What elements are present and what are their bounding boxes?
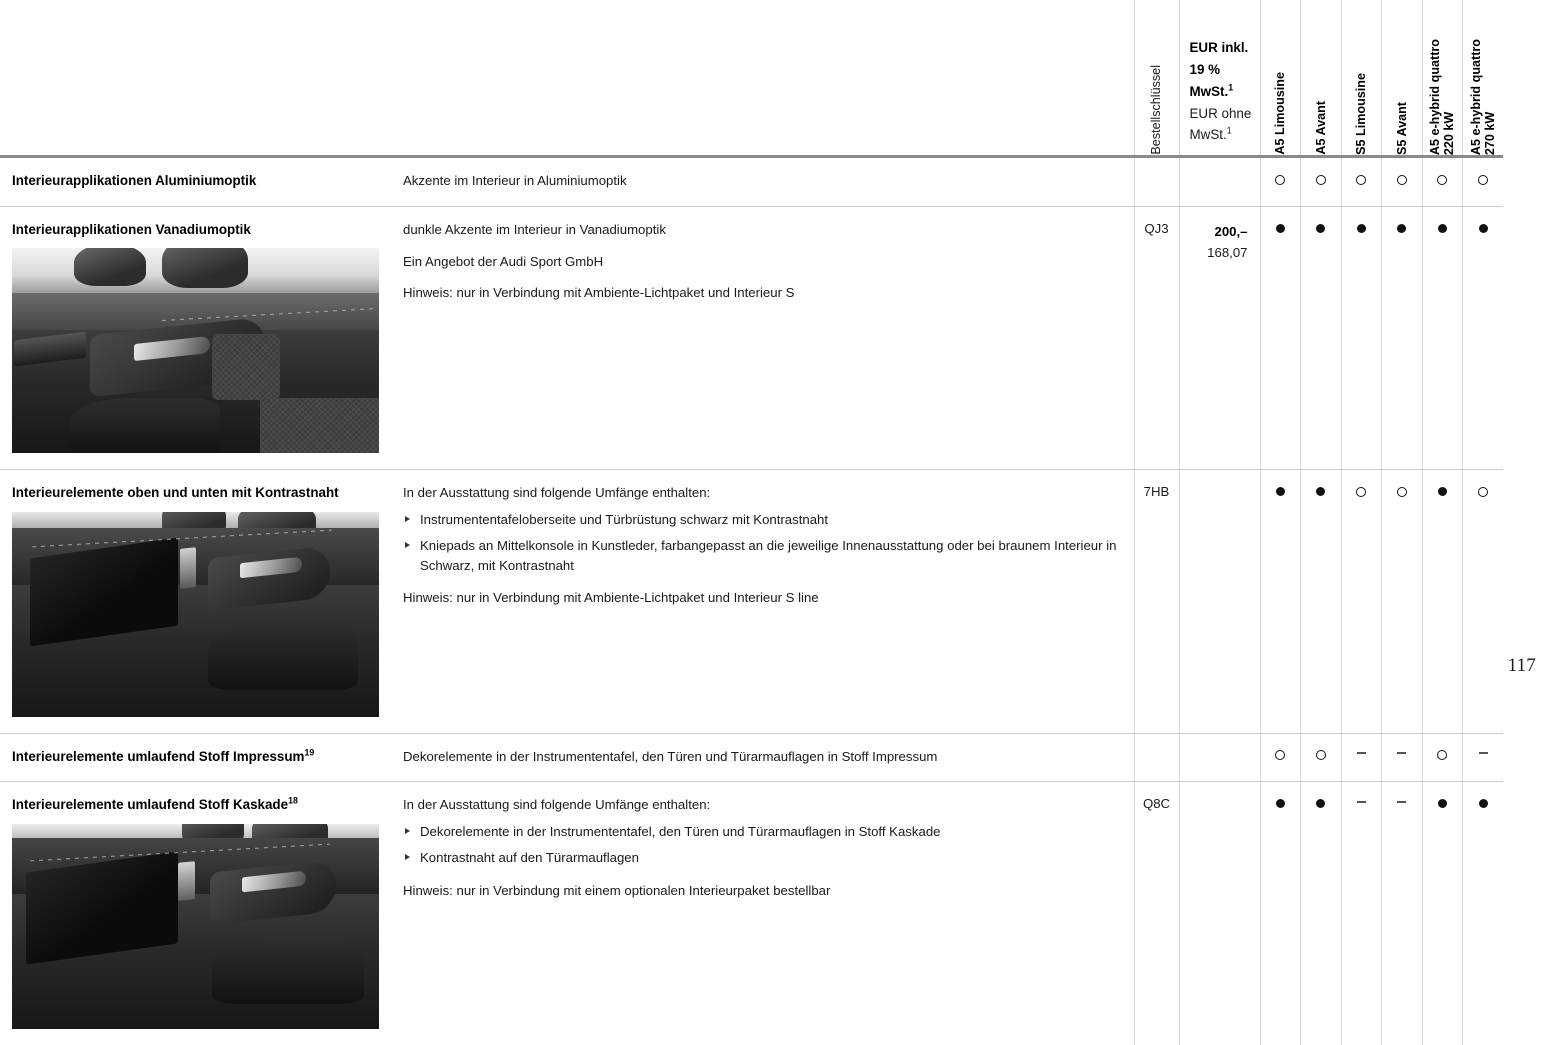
header-title-column [0, 0, 391, 157]
row-variant-cell [1422, 157, 1463, 207]
row-variant-cell [1301, 206, 1342, 469]
row-title: Interieurapplikationen Aluminiumoptik [12, 173, 257, 188]
header-price [1179, 0, 1260, 157]
row-description-cell [391, 157, 1134, 207]
row-variant-cell [1463, 470, 1504, 733]
marker-unavailable-icon [1479, 752, 1488, 753]
interior-photo [12, 824, 379, 1029]
row-variant-cell [1382, 733, 1423, 782]
row-variant-cell [1382, 470, 1423, 733]
photo-headrest [74, 248, 146, 286]
marker-unavailable-icon [1357, 752, 1366, 753]
photo-trim-strip [178, 861, 195, 901]
description-intro: In der Ausstattung sind folgende Umfänge enthalten: [403, 485, 711, 501]
row-variant-cell [1260, 733, 1301, 782]
row-variant-cell [1422, 206, 1463, 469]
row-title-cell [0, 733, 391, 782]
marker-optional-icon [1316, 750, 1326, 760]
marker-standard-icon [1316, 224, 1325, 233]
marker-optional-icon [1437, 750, 1447, 760]
row-price-net: 168,07 [1207, 245, 1248, 261]
header-variant-a5-avant [1301, 0, 1342, 157]
photo-fabric-insert [212, 334, 280, 400]
marker-unavailable-icon [1357, 801, 1366, 802]
description-bullet-item: Instrumententafeloberseite und Türbrüstung schwarz mit Kontrastnaht [403, 510, 1122, 530]
interior-photo [12, 512, 379, 717]
header-variant-label: A5 e-hybrid quattro 270 kW [1468, 38, 1497, 155]
header-price-net-line2: MwSt.$^1$ [1189, 125, 1232, 143]
row-variant-cell [1341, 470, 1382, 733]
row-title: Interieurapplikationen Vanadiumoptik [12, 221, 251, 237]
marker-standard-icon [1357, 224, 1366, 233]
row-title: Interieurelemente umlaufend Stoff Impressum [12, 748, 305, 764]
header-price-gross-footnote: 1 [1228, 82, 1234, 93]
header-price-gross-line1: EUR inkl. [1189, 40, 1249, 56]
row-variant-cell [1341, 206, 1382, 469]
marker-optional-icon [1275, 750, 1285, 760]
header-variant-a5-ehybrid-220 [1422, 0, 1463, 157]
row-variant-cell [1301, 782, 1342, 1045]
header-variant-a5-ehybrid-270 [1463, 0, 1504, 157]
row-variant-cell [1463, 206, 1504, 469]
row-order-key: QJ3 [1134, 206, 1179, 469]
header-variant-label: A5 Limousine [1273, 72, 1288, 155]
marker-optional-icon [1356, 175, 1366, 185]
description-line: Dekorelemente in der Instrumententafel, den Türen und Türarmauflagen in Stoff Impressum [403, 748, 938, 764]
marker-standard-icon [1479, 224, 1488, 233]
header-variant-s5-avant [1382, 0, 1423, 157]
row-title-cell [0, 470, 391, 733]
interior-photo [12, 248, 379, 453]
row-variant-cell [1382, 782, 1423, 1045]
row-variant-cell [1301, 157, 1342, 207]
marker-standard-icon [1479, 799, 1488, 808]
row-title-footnote: 19 [304, 747, 315, 758]
row-variant-cell [1341, 782, 1382, 1045]
marker-optional-icon [1437, 175, 1447, 185]
header-row [0, 0, 1503, 157]
table-row [0, 157, 1503, 207]
marker-standard-icon [1276, 799, 1285, 808]
row-variant-cell [1301, 733, 1342, 782]
row-variant-cell [1301, 470, 1342, 733]
header-order-key [1134, 0, 1179, 157]
row-variant-cell [1463, 782, 1504, 1045]
description-line: Hinweis: nur in Verbindung mit Ambiente-Lichtpaket und Interieur S [403, 285, 795, 301]
row-variant-cell [1341, 733, 1382, 782]
table-row [0, 782, 1503, 1045]
header-variant-label: A5 Avant [1313, 101, 1328, 155]
marker-unavailable-icon [1397, 801, 1406, 802]
row-description-cell [391, 470, 1134, 733]
table-row [0, 733, 1503, 782]
marker-optional-icon [1478, 175, 1488, 185]
header-price-gross-line2: 19 % MwSt.$^1$ [1189, 62, 1234, 99]
marker-standard-icon [1438, 799, 1447, 808]
row-variant-cell [1260, 157, 1301, 207]
description-note: Hinweis: nur in Verbindung mit einem optionalen Interieurpaket bestellbar [403, 882, 831, 898]
row-price-cell [1179, 157, 1260, 207]
marker-optional-icon [1397, 175, 1407, 185]
description-line: Ein Angebot der Audi Sport GmbH [403, 253, 604, 269]
header-order-key-label: Bestellschlüssel [1149, 65, 1164, 155]
header-variant-label: A5 e-hybrid quattro 220 kW [1428, 38, 1457, 155]
photo-fabric-insert [260, 398, 379, 453]
marker-optional-icon [1356, 487, 1366, 497]
row-price-cell [1179, 470, 1260, 733]
marker-optional-icon [1316, 175, 1326, 185]
photo-door-pocket [70, 398, 220, 453]
row-variant-cell [1260, 782, 1301, 1045]
description-intro: In der Ausstattung sind folgende Umfänge enthalten: [403, 797, 711, 813]
row-price-cell [1179, 782, 1260, 1045]
marker-optional-icon [1478, 487, 1488, 497]
header-description-column [391, 0, 1134, 157]
row-description-cell [391, 206, 1134, 469]
row-order-key [1134, 733, 1179, 782]
photo-trim-strip [180, 547, 196, 589]
row-order-key: 7HB [1134, 470, 1179, 733]
header-price-net-footnote: 1 [1226, 125, 1232, 136]
row-description-cell [391, 733, 1134, 782]
marker-standard-icon [1276, 224, 1285, 233]
photo-door-pocket [208, 624, 358, 690]
row-variant-cell [1260, 206, 1301, 469]
photo-headrest [162, 248, 248, 288]
header-variant-s5-limousine [1341, 0, 1382, 157]
description-note: Hinweis: nur in Verbindung mit Ambiente-Lichtpaket und Interieur S line [403, 590, 819, 606]
header-variant-label: S5 Avant [1394, 102, 1409, 155]
row-price-cell [1179, 206, 1260, 469]
description-bullet-list [403, 510, 1122, 575]
row-variant-cell [1422, 733, 1463, 782]
marker-standard-icon [1276, 487, 1285, 496]
row-variant-cell [1382, 157, 1423, 207]
table-body [0, 157, 1503, 1045]
row-order-key: Q8C [1134, 782, 1179, 1045]
header-price-net-line1: EUR ohne [1189, 105, 1252, 121]
row-title-cell [0, 157, 391, 207]
row-description-cell [391, 782, 1134, 1045]
description-line: Akzente im Interieur in Aluminiumoptik [403, 173, 627, 188]
marker-standard-icon [1397, 224, 1406, 233]
row-variant-cell [1422, 470, 1463, 733]
table-row [0, 206, 1503, 469]
marker-optional-icon [1397, 487, 1407, 497]
header-variant-label: S5 Limousine [1354, 73, 1369, 155]
row-price-cell [1179, 733, 1260, 782]
marker-standard-icon [1438, 224, 1447, 233]
row-variant-cell [1422, 782, 1463, 1045]
marker-standard-icon [1316, 799, 1325, 808]
row-title-cell [0, 782, 391, 1045]
description-line: dunkle Akzente im Interieur in Vanadiumoptik [403, 221, 666, 237]
row-variant-cell [1463, 733, 1504, 782]
row-title-cell [0, 206, 391, 469]
row-title: Interieurelemente umlaufend Stoff Kaskade [12, 797, 289, 813]
header-variant-a5-limousine [1260, 0, 1301, 157]
marker-standard-icon [1438, 487, 1447, 496]
row-variant-cell [1382, 206, 1423, 469]
photo-door-pocket [212, 938, 364, 1004]
row-order-key [1134, 157, 1179, 207]
description-bullet-item: Kontrastnaht auf den Türarmauflagen [403, 848, 1122, 868]
row-title-footnote: 18 [288, 796, 298, 806]
row-price-gross: 200,– [1214, 223, 1248, 239]
marker-standard-icon [1316, 487, 1325, 496]
header-price-block [1180, 37, 1260, 155]
description-bullet-list [403, 822, 1122, 868]
page-number: 117 [1507, 655, 1536, 676]
table-header [0, 0, 1503, 157]
marker-optional-icon [1275, 175, 1285, 185]
description-bullet-item: Kniepads an Mittelkonsole in Kunstleder, farbangepasst an die jeweilige Innenausstattung oder bei braunem Interieur in Schwarz, mit Kontrastnaht [403, 536, 1122, 576]
table-row [0, 470, 1503, 733]
row-variant-cell [1260, 470, 1301, 733]
row-variant-cell [1463, 157, 1504, 207]
row-variant-cell [1341, 157, 1382, 207]
marker-unavailable-icon [1397, 752, 1406, 753]
description-bullet-item: Dekorelemente in der Instrumententafel, den Türen und Türarmauflagen in Stoff Kaskade [403, 822, 1122, 842]
row-title: Interieurelemente oben und unten mit Kontrastnaht [12, 485, 339, 501]
